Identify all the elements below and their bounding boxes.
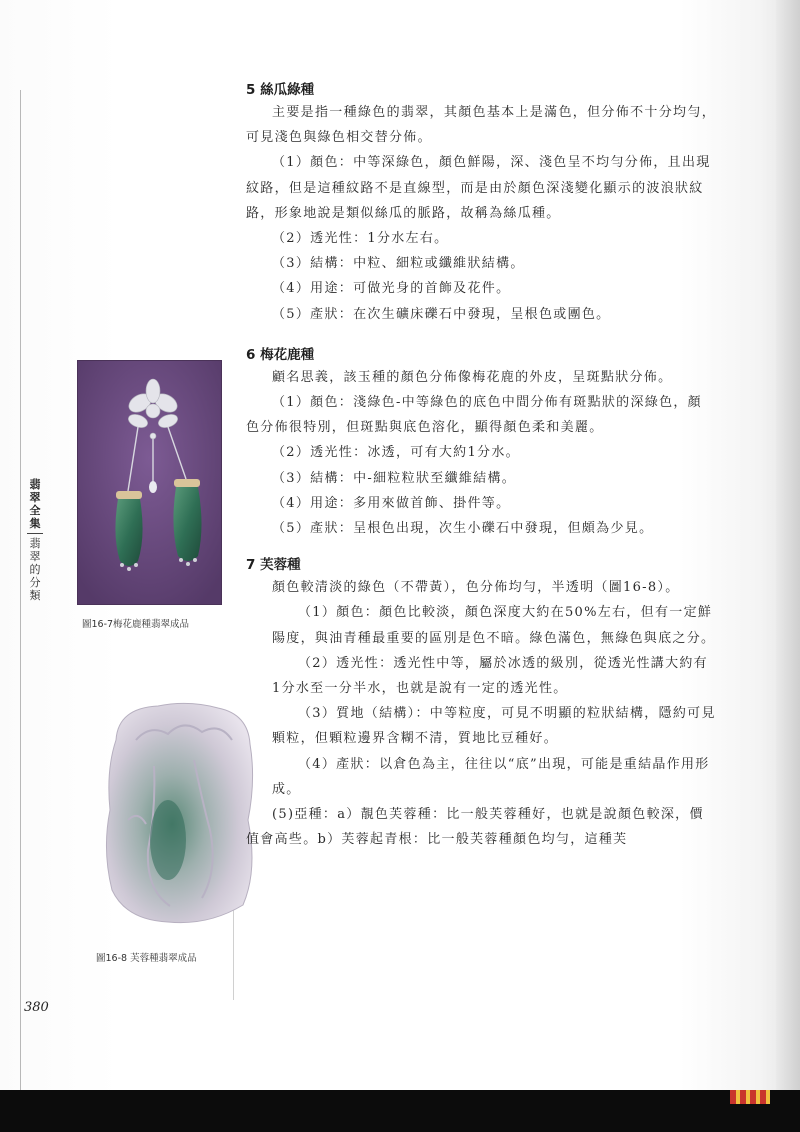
section-5-title: 5 絲瓜綠種 [246, 82, 315, 98]
page-edge-shadow [776, 0, 800, 1132]
section-7-intro: 顏色較清淡的綠色（不帶黃），色分佈均勻，半透明（圖16-8）。 [272, 580, 680, 596]
section-6-intro: 顧名思義，該玉種的顏色分佈像梅花鹿的外皮，呈斑點狀分佈。 [272, 369, 673, 385]
bottom-dark-strip [0, 1090, 800, 1132]
section-7-item-1: （1）顏色：顏色比較淡，顏色深度大約在50%左右，但有一定鮮陽度，與油青種最重要的區別是色不暗。綠色滿色，無綠色與底之分。 [272, 605, 716, 646]
sidebar-chapter-title: 翡翠的分類 [27, 533, 43, 602]
figure-16-7-photo [77, 360, 222, 605]
sidebar-book-title: 翡翠全集 [29, 478, 41, 530]
main-text-column [246, 80, 716, 852]
figure-16-8-caption: 圖16-8 芙蓉種翡翠成品 [96, 953, 197, 964]
section-5-item-4: （4）用途：可做光身的首飾及花件。 [272, 281, 511, 297]
carved-jade-illustration [98, 700, 268, 930]
section-5-intro: 主要是指一種綠色的翡翠，其顏色基本上是滿色，但分佈不十分均勻，可見淺色與綠色相交替分佈。 [246, 105, 716, 146]
section-7-item-5: (5)亞種：a）靚色芙蓉種：比一般芙蓉種好，也就是說顏色較深，價值會高些。b）芙蓉起青根：比一般芙蓉種顏色均勻，這種芙 [246, 807, 704, 848]
section-5-item-1: （1）顏色：中等深綠色，顏色鮮陽，深、淺色呈不均勻分佈，且出現紋路，但是這種紋路不是直線型，而是由於顏色深淺變化顯示的波浪狀紋路，形象地說是類似絲瓜的脈路，故稱為絲瓜種。 [246, 155, 711, 221]
section-5-item-5: （5）產狀：在次生礦床礫石中發現，呈根色或團色。 [272, 306, 611, 322]
section-7-items [246, 600, 716, 802]
figure-16-7-caption: 圖16-7梅花鹿種翡翠成品 [82, 619, 190, 630]
section-7-item-4: （4）產狀：以倉色為主，往往以“底”出現，可能是重結晶作用形成。 [272, 756, 710, 797]
section-7-item-2: （2）透光性：透光性中等，屬於冰透的級別，從透光性講大約有1分水至一分半水，也就是說有一定的透光性。 [272, 655, 708, 697]
section-7-item-3: （3）質地（結構）：中等粒度，可見不明顯的粒狀結構，隱約可見顆粒，但顆粒邊界含糊不清，質地比豆種好。 [272, 706, 716, 747]
page-number: 380 [24, 1000, 49, 1015]
section-5-item-2: （2）透光性：1分水左右。 [272, 231, 449, 247]
section-6-title: 6 梅花鹿種 [246, 346, 315, 363]
pendant-illustration [78, 361, 221, 604]
figure-16-8-photo [98, 700, 268, 930]
section-6-item-4: （4）用途：多用來做首飾、掛件等。 [272, 495, 511, 511]
section-7-title: 7 芙蓉種 [246, 557, 301, 574]
running-sidebar [27, 478, 43, 602]
section-6-item-1: （1）顏色：淺綠色-中等綠色的底色中間分佈有斑點狀的深綠色，顏色分佈很特別，但斑點與底色溶化，顯得顏色柔和美麗。 [246, 395, 702, 436]
margin-rule [20, 90, 21, 1090]
section-6-item-2: （2）透光性：冰透，可有大約1分水。 [272, 445, 520, 461]
color-mark [730, 1090, 770, 1104]
section-6-item-5: （5）產狀：呈根色出現，次生小礫石中發現，但頗為少見。 [272, 521, 654, 537]
section-6-item-3: （3）結構：中-細粒粒狀至纖維結構。 [272, 470, 517, 486]
section-5-item-3: （3）結構：中粒、細粒或纖維狀結構。 [272, 256, 525, 272]
